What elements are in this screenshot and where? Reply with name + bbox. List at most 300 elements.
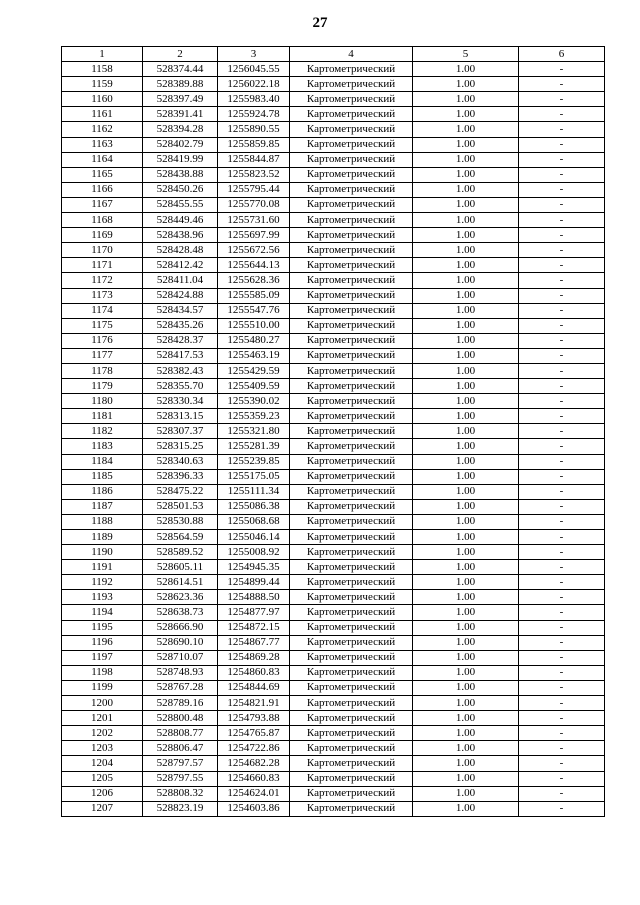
y-coordinate-cell: 1255510.00 xyxy=(218,318,290,333)
point-number-cell: 1163 xyxy=(62,137,143,152)
y-coordinate-cell: 1255463.19 xyxy=(218,348,290,363)
table-row xyxy=(62,771,605,786)
point-number-cell: 1179 xyxy=(62,379,143,394)
y-coordinate-cell: 1255429.59 xyxy=(218,363,290,378)
accuracy-cell: 1.00 xyxy=(413,635,519,650)
accuracy-cell: 1.00 xyxy=(413,197,519,212)
point-number-cell: 1207 xyxy=(62,801,143,816)
y-coordinate-cell: 1255628.36 xyxy=(218,273,290,288)
note-cell: - xyxy=(519,650,605,665)
method-cell: Картометрический xyxy=(290,107,413,122)
method-cell: Картометрический xyxy=(290,726,413,741)
note-cell: - xyxy=(519,243,605,258)
point-number-cell: 1176 xyxy=(62,333,143,348)
point-number-cell: 1188 xyxy=(62,514,143,529)
accuracy-cell: 1.00 xyxy=(413,213,519,228)
table-row xyxy=(62,258,605,273)
point-number-cell: 1161 xyxy=(62,107,143,122)
y-coordinate-cell: 1254860.83 xyxy=(218,665,290,680)
point-number-cell: 1171 xyxy=(62,258,143,273)
note-cell: - xyxy=(519,182,605,197)
point-number-cell: 1202 xyxy=(62,726,143,741)
accuracy-cell: 1.00 xyxy=(413,167,519,182)
note-cell: - xyxy=(519,318,605,333)
x-coordinate-cell: 528394.28 xyxy=(143,122,218,137)
point-number-cell: 1201 xyxy=(62,711,143,726)
method-cell: Картометрический xyxy=(290,620,413,635)
table-row xyxy=(62,665,605,680)
y-coordinate-cell: 1255697.99 xyxy=(218,228,290,243)
point-number-cell: 1203 xyxy=(62,741,143,756)
point-number-cell: 1193 xyxy=(62,590,143,605)
x-coordinate-cell: 528438.88 xyxy=(143,167,218,182)
accuracy-cell: 1.00 xyxy=(413,696,519,711)
point-number-cell: 1160 xyxy=(62,92,143,107)
table-row xyxy=(62,213,605,228)
y-coordinate-cell: 1255111.34 xyxy=(218,484,290,499)
table-row xyxy=(62,439,605,454)
point-number-cell: 1159 xyxy=(62,77,143,92)
y-coordinate-cell: 1256045.55 xyxy=(218,62,290,77)
table-row xyxy=(62,424,605,439)
column-header: 5 xyxy=(413,47,519,62)
table-row xyxy=(62,650,605,665)
y-coordinate-cell: 1255008.92 xyxy=(218,545,290,560)
x-coordinate-cell: 528396.33 xyxy=(143,469,218,484)
table-header xyxy=(62,47,605,62)
x-coordinate-cell: 528424.88 xyxy=(143,288,218,303)
x-coordinate-cell: 528382.43 xyxy=(143,363,218,378)
x-coordinate-cell: 528589.52 xyxy=(143,545,218,560)
x-coordinate-cell: 528455.55 xyxy=(143,197,218,212)
x-coordinate-cell: 528313.15 xyxy=(143,409,218,424)
table-row xyxy=(62,182,605,197)
method-cell: Картометрический xyxy=(290,182,413,197)
accuracy-cell: 1.00 xyxy=(413,303,519,318)
table-row xyxy=(62,499,605,514)
x-coordinate-cell: 528797.57 xyxy=(143,756,218,771)
note-cell: - xyxy=(519,137,605,152)
y-coordinate-cell: 1255672.56 xyxy=(218,243,290,258)
table-row xyxy=(62,514,605,529)
note-cell: - xyxy=(519,635,605,650)
method-cell: Картометрический xyxy=(290,680,413,695)
x-coordinate-cell: 528564.59 xyxy=(143,530,218,545)
method-cell: Картометрический xyxy=(290,771,413,786)
y-coordinate-cell: 1254660.83 xyxy=(218,771,290,786)
x-coordinate-cell: 528419.99 xyxy=(143,152,218,167)
accuracy-cell: 1.00 xyxy=(413,590,519,605)
method-cell: Картометрический xyxy=(290,167,413,182)
method-cell: Картометрический xyxy=(290,62,413,77)
table-row xyxy=(62,590,605,605)
note-cell: - xyxy=(519,333,605,348)
note-cell: - xyxy=(519,77,605,92)
y-coordinate-cell: 1254877.97 xyxy=(218,605,290,620)
point-number-cell: 1198 xyxy=(62,665,143,680)
method-cell: Картометрический xyxy=(290,213,413,228)
method-cell: Картометрический xyxy=(290,318,413,333)
method-cell: Картометрический xyxy=(290,756,413,771)
column-header: 2 xyxy=(143,47,218,62)
table-row xyxy=(62,243,605,258)
table-row xyxy=(62,635,605,650)
accuracy-cell: 1.00 xyxy=(413,62,519,77)
y-coordinate-cell: 1254844.69 xyxy=(218,680,290,695)
x-coordinate-cell: 528808.32 xyxy=(143,786,218,801)
x-coordinate-cell: 528355.70 xyxy=(143,379,218,394)
table-row xyxy=(62,756,605,771)
table-row xyxy=(62,696,605,711)
point-number-cell: 1195 xyxy=(62,620,143,635)
method-cell: Картометрический xyxy=(290,545,413,560)
point-number-cell: 1169 xyxy=(62,228,143,243)
table-row xyxy=(62,620,605,635)
x-coordinate-cell: 528411.04 xyxy=(143,273,218,288)
x-coordinate-cell: 528391.41 xyxy=(143,107,218,122)
method-cell: Картометрический xyxy=(290,514,413,529)
x-coordinate-cell: 528389.88 xyxy=(143,77,218,92)
method-cell: Картометрический xyxy=(290,424,413,439)
table-row xyxy=(62,680,605,695)
point-number-cell: 1186 xyxy=(62,484,143,499)
method-cell: Картометрический xyxy=(290,635,413,650)
y-coordinate-cell: 1255547.76 xyxy=(218,303,290,318)
point-number-cell: 1180 xyxy=(62,394,143,409)
x-coordinate-cell: 528808.77 xyxy=(143,726,218,741)
accuracy-cell: 1.00 xyxy=(413,439,519,454)
table-row xyxy=(62,409,605,424)
y-coordinate-cell: 1255924.78 xyxy=(218,107,290,122)
x-coordinate-cell: 528435.26 xyxy=(143,318,218,333)
method-cell: Картометрический xyxy=(290,650,413,665)
note-cell: - xyxy=(519,756,605,771)
note-cell: - xyxy=(519,394,605,409)
method-cell: Картометрический xyxy=(290,665,413,680)
point-number-cell: 1199 xyxy=(62,680,143,695)
point-number-cell: 1196 xyxy=(62,635,143,650)
table-row xyxy=(62,333,605,348)
method-cell: Картометрический xyxy=(290,801,413,816)
note-cell: - xyxy=(519,514,605,529)
accuracy-cell: 1.00 xyxy=(413,424,519,439)
x-coordinate-cell: 528438.96 xyxy=(143,228,218,243)
column-header: 6 xyxy=(519,47,605,62)
point-number-cell: 1200 xyxy=(62,696,143,711)
method-cell: Картометрический xyxy=(290,530,413,545)
accuracy-cell: 1.00 xyxy=(413,394,519,409)
x-coordinate-cell: 528666.90 xyxy=(143,620,218,635)
accuracy-cell: 1.00 xyxy=(413,756,519,771)
x-coordinate-cell: 528450.26 xyxy=(143,182,218,197)
column-header: 1 xyxy=(62,47,143,62)
y-coordinate-cell: 1255859.85 xyxy=(218,137,290,152)
method-cell: Картометрический xyxy=(290,273,413,288)
point-number-cell: 1177 xyxy=(62,348,143,363)
y-coordinate-cell: 1254722.86 xyxy=(218,741,290,756)
table-row xyxy=(62,167,605,182)
method-cell: Картометрический xyxy=(290,333,413,348)
method-cell: Картометрический xyxy=(290,258,413,273)
method-cell: Картометрический xyxy=(290,137,413,152)
note-cell: - xyxy=(519,288,605,303)
x-coordinate-cell: 528614.51 xyxy=(143,575,218,590)
y-coordinate-cell: 1255046.14 xyxy=(218,530,290,545)
coordinates-table xyxy=(61,46,605,817)
accuracy-cell: 1.00 xyxy=(413,620,519,635)
point-number-cell: 1175 xyxy=(62,318,143,333)
x-coordinate-cell: 528397.49 xyxy=(143,92,218,107)
point-number-cell: 1205 xyxy=(62,771,143,786)
method-cell: Картометрический xyxy=(290,303,413,318)
column-header: 3 xyxy=(218,47,290,62)
note-cell: - xyxy=(519,771,605,786)
note-cell: - xyxy=(519,92,605,107)
table-row xyxy=(62,741,605,756)
x-coordinate-cell: 528789.16 xyxy=(143,696,218,711)
method-cell: Картометрический xyxy=(290,379,413,394)
y-coordinate-cell: 1254624.01 xyxy=(218,786,290,801)
table-row xyxy=(62,726,605,741)
note-cell: - xyxy=(519,379,605,394)
x-coordinate-cell: 528806.47 xyxy=(143,741,218,756)
table-row xyxy=(62,288,605,303)
x-coordinate-cell: 528374.44 xyxy=(143,62,218,77)
x-coordinate-cell: 528307.37 xyxy=(143,424,218,439)
point-number-cell: 1185 xyxy=(62,469,143,484)
point-number-cell: 1170 xyxy=(62,243,143,258)
table-row xyxy=(62,786,605,801)
point-number-cell: 1172 xyxy=(62,273,143,288)
table-body xyxy=(62,62,605,817)
accuracy-cell: 1.00 xyxy=(413,137,519,152)
y-coordinate-cell: 1255731.60 xyxy=(218,213,290,228)
y-coordinate-cell: 1255770.08 xyxy=(218,197,290,212)
note-cell: - xyxy=(519,801,605,816)
table-row xyxy=(62,545,605,560)
method-cell: Картометрический xyxy=(290,454,413,469)
note-cell: - xyxy=(519,741,605,756)
x-coordinate-cell: 528434.57 xyxy=(143,303,218,318)
note-cell: - xyxy=(519,167,605,182)
note-cell: - xyxy=(519,439,605,454)
y-coordinate-cell: 1255983.40 xyxy=(218,92,290,107)
point-number-cell: 1189 xyxy=(62,530,143,545)
table-row xyxy=(62,107,605,122)
point-number-cell: 1192 xyxy=(62,575,143,590)
accuracy-cell: 1.00 xyxy=(413,575,519,590)
note-cell: - xyxy=(519,107,605,122)
point-number-cell: 1166 xyxy=(62,182,143,197)
x-coordinate-cell: 528605.11 xyxy=(143,560,218,575)
method-cell: Картометрический xyxy=(290,741,413,756)
y-coordinate-cell: 1255390.02 xyxy=(218,394,290,409)
method-cell: Картометрический xyxy=(290,348,413,363)
x-coordinate-cell: 528800.48 xyxy=(143,711,218,726)
point-number-cell: 1165 xyxy=(62,167,143,182)
table-row xyxy=(62,197,605,212)
table-row xyxy=(62,303,605,318)
note-cell: - xyxy=(519,605,605,620)
method-cell: Картометрический xyxy=(290,152,413,167)
table-row xyxy=(62,469,605,484)
note-cell: - xyxy=(519,620,605,635)
table-row xyxy=(62,122,605,137)
accuracy-cell: 1.00 xyxy=(413,363,519,378)
method-cell: Картометрический xyxy=(290,243,413,258)
accuracy-cell: 1.00 xyxy=(413,454,519,469)
note-cell: - xyxy=(519,454,605,469)
y-coordinate-cell: 1254872.15 xyxy=(218,620,290,635)
accuracy-cell: 1.00 xyxy=(413,273,519,288)
accuracy-cell: 1.00 xyxy=(413,801,519,816)
column-header: 4 xyxy=(290,47,413,62)
method-cell: Картометрический xyxy=(290,363,413,378)
accuracy-cell: 1.00 xyxy=(413,545,519,560)
accuracy-cell: 1.00 xyxy=(413,243,519,258)
table-row xyxy=(62,560,605,575)
table-row xyxy=(62,801,605,816)
method-cell: Картометрический xyxy=(290,484,413,499)
x-coordinate-cell: 528475.22 xyxy=(143,484,218,499)
accuracy-cell: 1.00 xyxy=(413,514,519,529)
y-coordinate-cell: 1255409.59 xyxy=(218,379,290,394)
method-cell: Картометрический xyxy=(290,499,413,514)
note-cell: - xyxy=(519,152,605,167)
page-number: 27 xyxy=(312,15,328,31)
x-coordinate-cell: 528428.48 xyxy=(143,243,218,258)
accuracy-cell: 1.00 xyxy=(413,711,519,726)
point-number-cell: 1178 xyxy=(62,363,143,378)
y-coordinate-cell: 1255480.27 xyxy=(218,333,290,348)
x-coordinate-cell: 528340.63 xyxy=(143,454,218,469)
accuracy-cell: 1.00 xyxy=(413,726,519,741)
method-cell: Картометрический xyxy=(290,409,413,424)
x-coordinate-cell: 528530.88 xyxy=(143,514,218,529)
note-cell: - xyxy=(519,258,605,273)
note-cell: - xyxy=(519,348,605,363)
table-row xyxy=(62,379,605,394)
accuracy-cell: 1.00 xyxy=(413,530,519,545)
x-coordinate-cell: 528412.42 xyxy=(143,258,218,273)
accuracy-cell: 1.00 xyxy=(413,258,519,273)
method-cell: Картометрический xyxy=(290,575,413,590)
y-coordinate-cell: 1256022.18 xyxy=(218,77,290,92)
y-coordinate-cell: 1255281.39 xyxy=(218,439,290,454)
accuracy-cell: 1.00 xyxy=(413,333,519,348)
method-cell: Картометрический xyxy=(290,288,413,303)
x-coordinate-cell: 528710.07 xyxy=(143,650,218,665)
y-coordinate-cell: 1255644.13 xyxy=(218,258,290,273)
y-coordinate-cell: 1254765.87 xyxy=(218,726,290,741)
accuracy-cell: 1.00 xyxy=(413,741,519,756)
table-row xyxy=(62,152,605,167)
note-cell: - xyxy=(519,424,605,439)
accuracy-cell: 1.00 xyxy=(413,77,519,92)
table-row xyxy=(62,273,605,288)
point-number-cell: 1174 xyxy=(62,303,143,318)
note-cell: - xyxy=(519,680,605,695)
accuracy-cell: 1.00 xyxy=(413,348,519,363)
table-row xyxy=(62,137,605,152)
y-coordinate-cell: 1255321.80 xyxy=(218,424,290,439)
accuracy-cell: 1.00 xyxy=(413,499,519,514)
point-number-cell: 1173 xyxy=(62,288,143,303)
note-cell: - xyxy=(519,545,605,560)
x-coordinate-cell: 528748.93 xyxy=(143,665,218,680)
accuracy-cell: 1.00 xyxy=(413,318,519,333)
method-cell: Картометрический xyxy=(290,77,413,92)
point-number-cell: 1197 xyxy=(62,650,143,665)
note-cell: - xyxy=(519,273,605,288)
accuracy-cell: 1.00 xyxy=(413,605,519,620)
x-coordinate-cell: 528690.10 xyxy=(143,635,218,650)
note-cell: - xyxy=(519,62,605,77)
y-coordinate-cell: 1254682.28 xyxy=(218,756,290,771)
point-number-cell: 1191 xyxy=(62,560,143,575)
y-coordinate-cell: 1254603.86 xyxy=(218,801,290,816)
note-cell: - xyxy=(519,786,605,801)
y-coordinate-cell: 1255844.87 xyxy=(218,152,290,167)
method-cell: Картометрический xyxy=(290,469,413,484)
note-cell: - xyxy=(519,726,605,741)
accuracy-cell: 1.00 xyxy=(413,771,519,786)
method-cell: Картометрический xyxy=(290,92,413,107)
method-cell: Картометрический xyxy=(290,439,413,454)
method-cell: Картометрический xyxy=(290,711,413,726)
note-cell: - xyxy=(519,409,605,424)
y-coordinate-cell: 1254888.50 xyxy=(218,590,290,605)
x-coordinate-cell: 528315.25 xyxy=(143,439,218,454)
accuracy-cell: 1.00 xyxy=(413,288,519,303)
table-row xyxy=(62,484,605,499)
y-coordinate-cell: 1255086.38 xyxy=(218,499,290,514)
table-row xyxy=(62,318,605,333)
x-coordinate-cell: 528797.55 xyxy=(143,771,218,786)
accuracy-cell: 1.00 xyxy=(413,650,519,665)
point-number-cell: 1184 xyxy=(62,454,143,469)
note-cell: - xyxy=(519,499,605,514)
method-cell: Картометрический xyxy=(290,228,413,243)
note-cell: - xyxy=(519,213,605,228)
note-cell: - xyxy=(519,560,605,575)
accuracy-cell: 1.00 xyxy=(413,469,519,484)
accuracy-cell: 1.00 xyxy=(413,665,519,680)
y-coordinate-cell: 1254867.77 xyxy=(218,635,290,650)
accuracy-cell: 1.00 xyxy=(413,152,519,167)
accuracy-cell: 1.00 xyxy=(413,409,519,424)
x-coordinate-cell: 528501.53 xyxy=(143,499,218,514)
note-cell: - xyxy=(519,122,605,137)
note-cell: - xyxy=(519,228,605,243)
note-cell: - xyxy=(519,469,605,484)
note-cell: - xyxy=(519,197,605,212)
table-row xyxy=(62,454,605,469)
y-coordinate-cell: 1255359.23 xyxy=(218,409,290,424)
point-number-cell: 1162 xyxy=(62,122,143,137)
y-coordinate-cell: 1255239.85 xyxy=(218,454,290,469)
accuracy-cell: 1.00 xyxy=(413,560,519,575)
table-row xyxy=(62,575,605,590)
method-cell: Картометрический xyxy=(290,605,413,620)
point-number-cell: 1190 xyxy=(62,545,143,560)
y-coordinate-cell: 1255795.44 xyxy=(218,182,290,197)
x-coordinate-cell: 528428.37 xyxy=(143,333,218,348)
note-cell: - xyxy=(519,665,605,680)
y-coordinate-cell: 1254869.28 xyxy=(218,650,290,665)
x-coordinate-cell: 528449.46 xyxy=(143,213,218,228)
point-number-cell: 1182 xyxy=(62,424,143,439)
